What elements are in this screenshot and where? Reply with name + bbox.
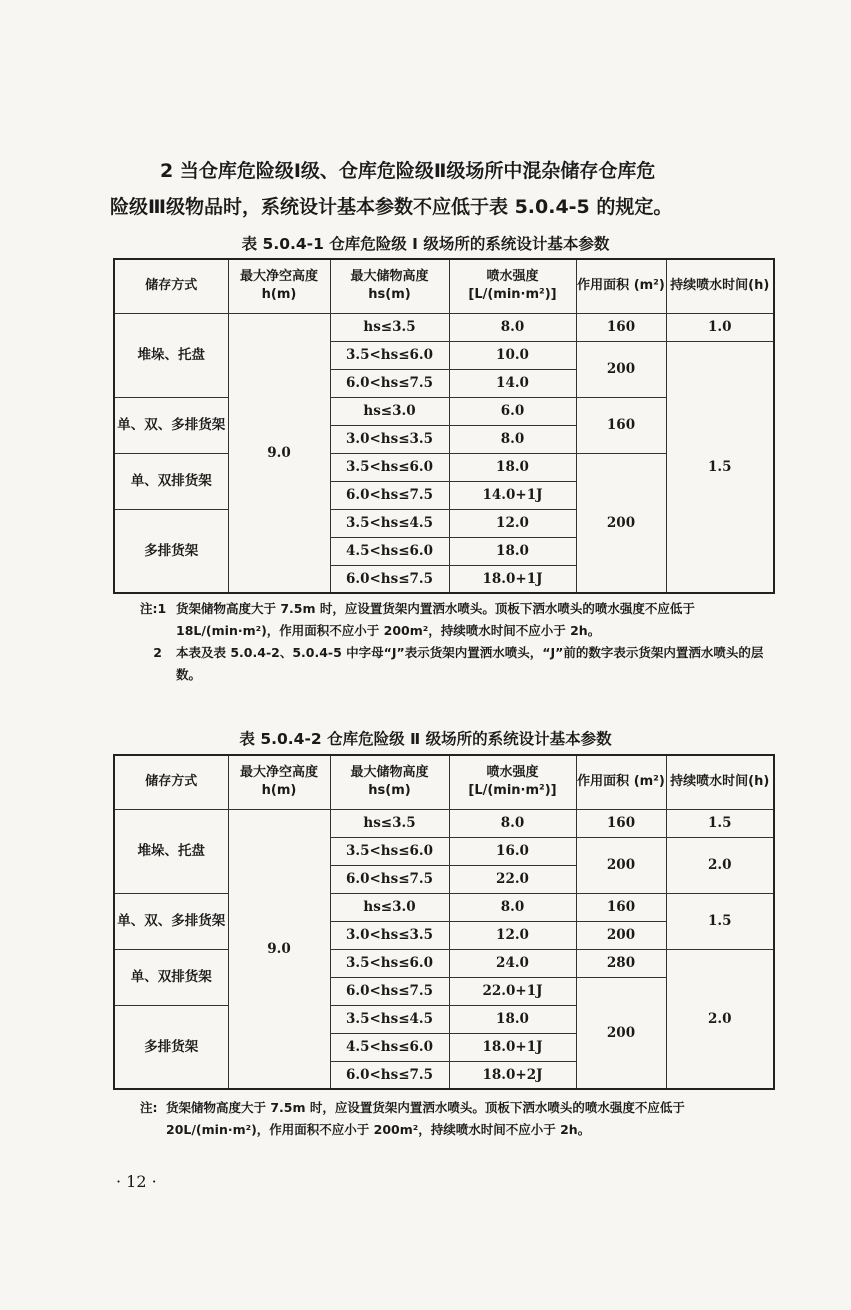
intro-line-1: 2 当仓库危险级Ⅰ级、仓库危险级Ⅱ级场所中混杂储存仓库危 xyxy=(160,160,656,182)
storage-method-cell: 多排货架 xyxy=(114,509,228,593)
intensity-cell: 14.0+1J xyxy=(449,481,576,509)
note-text: 本表及表 5.0.4-2、5.0.4-5 中字母“J”表示货架内置洒水喷头，“J”前的数字表示货架内置洒水喷头的层数。 xyxy=(176,645,764,682)
duration-cell: 1.5 xyxy=(666,893,774,949)
storage-height-cell: 3.5<hs≤6.0 xyxy=(330,949,449,977)
header-cell: 最大储物高度 hs(m) xyxy=(330,259,449,313)
storage-height-cell: 6.0<hs≤7.5 xyxy=(330,977,449,1005)
intensity-cell: 18.0 xyxy=(449,1005,576,1033)
header-cell: 最大净空高度 h(m) xyxy=(228,755,330,809)
duration-cell: 1.0 xyxy=(666,313,774,341)
storage-height-cell: 6.0<hs≤7.5 xyxy=(330,565,449,593)
storage-method-cell: 多排货架 xyxy=(114,1005,228,1089)
table2-caption: 表 5.0.4-2 仓库危险级 Ⅱ 级场所的系统设计基本参数 xyxy=(239,730,612,748)
storage-method-cell: 堆垛、托盘 xyxy=(114,809,228,893)
table-row xyxy=(114,313,774,341)
intensity-cell: 14.0 xyxy=(449,369,576,397)
header-cell: 持续喷水时间(h) xyxy=(666,755,774,809)
header-cell: 喷水强度 [L/(min·m²)] xyxy=(449,755,576,809)
header-cell: 最大净空高度 h(m) xyxy=(228,259,330,313)
intensity-cell: 18.0+1J xyxy=(449,565,576,593)
storage-height-cell: 3.5<hs≤6.0 xyxy=(330,837,449,865)
storage-height-cell: 3.0<hs≤3.5 xyxy=(330,425,449,453)
storage-height-cell: 3.5<hs≤4.5 xyxy=(330,509,449,537)
table2-notes xyxy=(140,1097,780,1141)
area-cell: 200 xyxy=(576,341,666,397)
intensity-cell: 18.0 xyxy=(449,537,576,565)
intro-paragraph xyxy=(110,153,770,225)
storage-height-cell: 6.0<hs≤7.5 xyxy=(330,369,449,397)
header-cell: 储存方式 xyxy=(114,755,228,809)
storage-height-cell: 6.0<hs≤7.5 xyxy=(330,865,449,893)
storage-method-cell: 单、双排货架 xyxy=(114,453,228,509)
duration-cell: 1.5 xyxy=(666,809,774,837)
storage-height-cell: 3.5<hs≤6.0 xyxy=(330,341,449,369)
duration-cell: 2.0 xyxy=(666,949,774,1089)
intensity-cell: 16.0 xyxy=(449,837,576,865)
storage-height-cell: hs≤3.5 xyxy=(330,809,449,837)
storage-height-cell: 3.5<hs≤4.5 xyxy=(330,1005,449,1033)
storage-method-cell: 单、双、多排货架 xyxy=(114,893,228,949)
area-cell: 160 xyxy=(576,397,666,453)
storage-height-cell: 4.5<hs≤6.0 xyxy=(330,1033,449,1061)
note-text: 货架储物高度大于 7.5m 时，应设置货架内置洒水喷头。顶板下洒水喷头的喷水强度不应低于 18L/(min·m²)，作用面积不应小于 200m²，持续喷水时间不应小于 2h。 xyxy=(176,601,695,638)
area-cell: 200 xyxy=(576,977,666,1089)
clear-height-cell: 9.0 xyxy=(228,809,330,1089)
intensity-cell: 24.0 xyxy=(449,949,576,977)
intensity-cell: 12.0 xyxy=(449,509,576,537)
intensity-cell: 8.0 xyxy=(449,313,576,341)
header-cell: 作用面积 (m²) xyxy=(576,755,666,809)
storage-height-cell: hs≤3.0 xyxy=(330,397,449,425)
intensity-cell: 8.0 xyxy=(449,809,576,837)
storage-method-cell: 堆垛、托盘 xyxy=(114,313,228,397)
storage-height-cell: 6.0<hs≤7.5 xyxy=(330,481,449,509)
storage-height-cell: hs≤3.0 xyxy=(330,893,449,921)
page-number: · 12 · xyxy=(116,1172,157,1191)
duration-cell: 1.5 xyxy=(666,341,774,593)
intensity-cell: 18.0+2J xyxy=(449,1061,576,1089)
storage-method-cell: 单、双排货架 xyxy=(114,949,228,1005)
note-label: 2 xyxy=(153,645,162,660)
header-cell: 作用面积 (m²) xyxy=(576,259,666,313)
table1-caption: 表 5.0.4-1 仓库危险级 Ⅰ 级场所的系统设计基本参数 xyxy=(241,235,610,253)
storage-height-cell: 6.0<hs≤7.5 xyxy=(330,1061,449,1089)
area-cell: 200 xyxy=(576,837,666,893)
intensity-cell: 22.0 xyxy=(449,865,576,893)
table1 xyxy=(113,258,775,594)
intensity-cell: 8.0 xyxy=(449,425,576,453)
area-cell: 160 xyxy=(576,809,666,837)
table-row xyxy=(114,809,774,837)
intensity-cell: 22.0+1J xyxy=(449,977,576,1005)
table1-notes xyxy=(140,598,780,686)
note-label: 注: xyxy=(140,1100,158,1115)
area-cell: 160 xyxy=(576,893,666,921)
area-cell: 160 xyxy=(576,313,666,341)
header-cell: 最大储物高度 hs(m) xyxy=(330,755,449,809)
note-label: 注:1 xyxy=(140,601,167,616)
intro-line-2: 险级Ⅲ级物品时，系统设计基本参数不应低于表 5.0.4-5 的规定。 xyxy=(110,196,673,218)
intensity-cell: 8.0 xyxy=(449,893,576,921)
clear-height-cell: 9.0 xyxy=(228,313,330,593)
storage-height-cell: 4.5<hs≤6.0 xyxy=(330,537,449,565)
duration-cell: 2.0 xyxy=(666,837,774,893)
table-header-row xyxy=(114,755,774,809)
table-header-row xyxy=(114,259,774,313)
table2 xyxy=(113,754,775,1090)
header-cell: 喷水强度 [L/(min·m²)] xyxy=(449,259,576,313)
intensity-cell: 10.0 xyxy=(449,341,576,369)
table-row xyxy=(114,893,774,921)
area-cell: 200 xyxy=(576,921,666,949)
storage-method-cell: 单、双、多排货架 xyxy=(114,397,228,453)
table-row xyxy=(114,949,774,977)
area-cell: 200 xyxy=(576,453,666,593)
intensity-cell: 12.0 xyxy=(449,921,576,949)
storage-height-cell: hs≤3.5 xyxy=(330,313,449,341)
note-text: 货架储物高度大于 7.5m 时，应设置货架内置洒水喷头。顶板下洒水喷头的喷水强度不应低于 20L/(min·m²)，作用面积不应小于 200m²，持续喷水时间不应小于 2h。 xyxy=(166,1100,685,1137)
intensity-cell: 18.0 xyxy=(449,453,576,481)
storage-height-cell: 3.0<hs≤3.5 xyxy=(330,921,449,949)
header-cell: 持续喷水时间(h) xyxy=(666,259,774,313)
intensity-cell: 18.0+1J xyxy=(449,1033,576,1061)
header-cell: 储存方式 xyxy=(114,259,228,313)
storage-height-cell: 3.5<hs≤6.0 xyxy=(330,453,449,481)
area-cell: 280 xyxy=(576,949,666,977)
intensity-cell: 6.0 xyxy=(449,397,576,425)
